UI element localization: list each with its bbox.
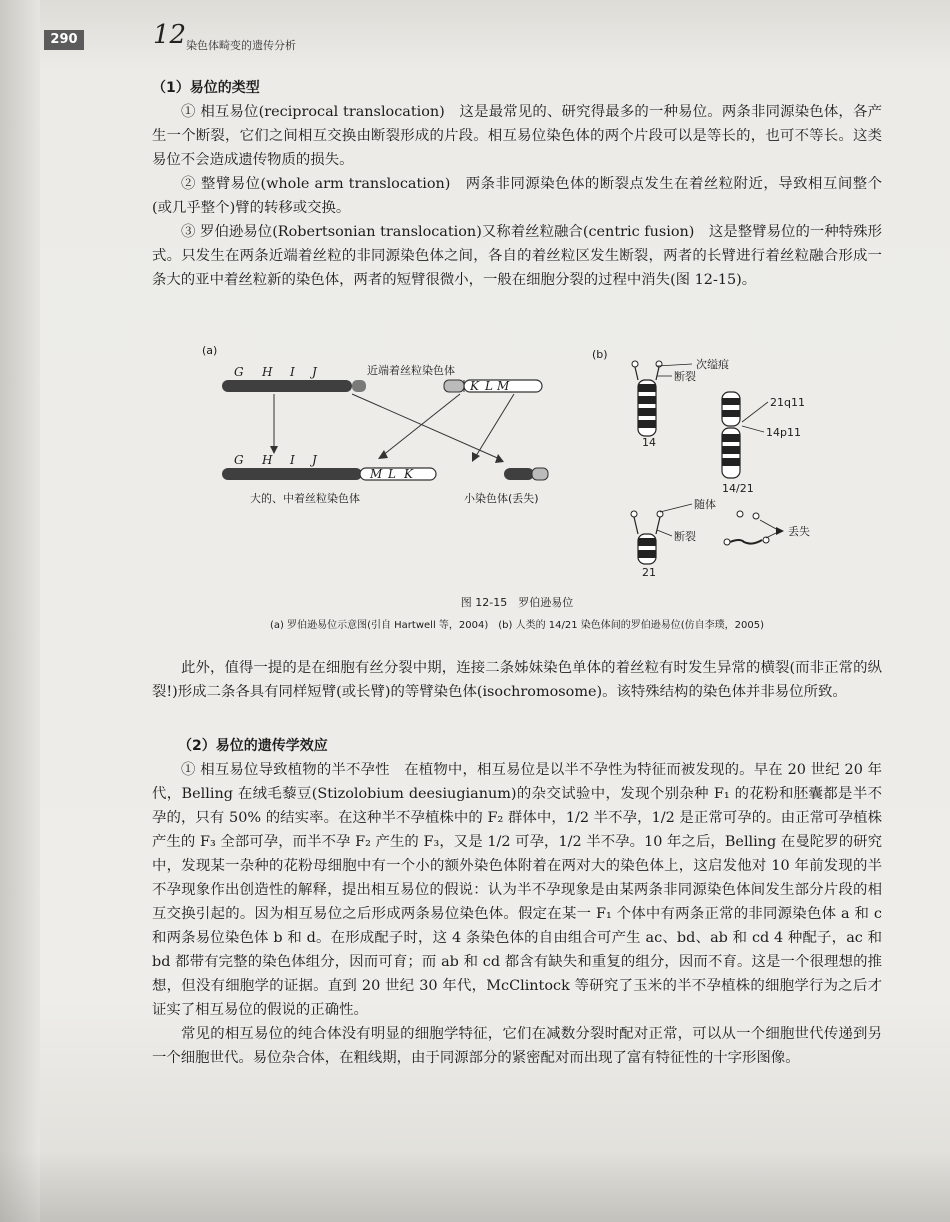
term-robertsonian: ③ 罗伯逊易位(Robertsonian translocation)又称着丝粒融合(centric fusion) — [181, 224, 695, 240]
label-14-21: 14/21 — [722, 482, 754, 495]
paragraph-homozygote: 常见的相互易位的纯合体没有明显的细胞学特征，它们在减数分裂时配对正常，可以从一个细胞世代传递到另一个细胞世代。易位杂合体，在粗线期，由于同源部分的紧密配对而出现了富有特征性的十字形图像。 — [152, 1026, 882, 1066]
pointer-line — [742, 402, 768, 422]
lost-label: 丢失 — [788, 525, 810, 538]
gene-label: I — [290, 453, 295, 467]
pointer-line — [742, 426, 764, 432]
arrow-head-icon — [472, 452, 480, 462]
secondary-constriction-label: 次缢痕 — [696, 358, 729, 371]
term-reciprocal: ① 相互易位(reciprocal translocation) — [181, 104, 445, 120]
gene-label: L — [388, 467, 396, 481]
chromosome-14-label: 14 — [642, 436, 656, 449]
gene-label: M — [497, 379, 510, 393]
satellite-label: 随体 — [694, 498, 716, 511]
arrow-line — [760, 520, 778, 530]
large-chromosome-label: 大的、中着丝粒染色体 — [250, 492, 360, 505]
section-types — [152, 76, 882, 292]
page-number: 290 — [44, 30, 84, 50]
section-heading: （1）易位的类型 — [152, 80, 260, 96]
gene-label: J — [312, 453, 317, 467]
paragraph-isochromosome: 此外，值得一提的是在细胞有丝分裂中期，连接二条姊妹染色单体的着丝粒有时发生异常的横裂(而非正常的纵裂!)形成二条各具有同样短臂(或长臂)的等臂染色体(isochromosome)。该特殊结构的染色体并非易位所致。 — [152, 660, 882, 700]
gene-label: G — [234, 453, 244, 467]
gene-label: M — [370, 467, 383, 481]
panel-a-label: (a) — [202, 344, 218, 357]
pointer-line — [660, 504, 692, 512]
panel-b-label: (b) — [592, 348, 608, 361]
gene-label: J — [312, 365, 317, 379]
break-label-bottom: 断裂 — [674, 530, 696, 543]
gene-label: K — [404, 467, 413, 481]
page-gutter — [0, 0, 40, 1222]
chapter-number: 12 — [153, 20, 187, 50]
section-isochromosome — [152, 656, 882, 704]
gene-label: L — [485, 379, 493, 393]
chromosome-21 — [631, 511, 663, 564]
break-label-top: 断裂 — [674, 370, 696, 383]
page-bottom-shadow — [0, 1150, 950, 1222]
chromosome-small-lost — [504, 468, 548, 480]
term-semisterility: ① 相互易位导致植物的半不孕性 — [181, 762, 390, 778]
arrow-line — [382, 394, 460, 456]
small-chromosome-label: 小染色体(丢失) — [464, 492, 539, 505]
chapter-title: 染色体畸变的遗传分析 — [186, 39, 296, 52]
paragraph-text: 这是整臂易位的一种特殊形式。只发生在两条近端着丝粒的非同源染色体之间，各自的着丝粒区发生断裂，两者的长臂进行着丝粒融合形成一条大的亚中着丝粒新的染色体，两者的短臂很微小，一般在细胞分裂的过程中消失(图 12-15)。 — [152, 224, 882, 288]
arrow-head-icon — [495, 454, 504, 463]
label-14p11: 14p11 — [766, 426, 801, 439]
gene-label: H — [262, 453, 273, 467]
section-heading: （2）易位的遗传学效应 — [178, 738, 328, 754]
chromosome-14 — [632, 361, 662, 436]
lost-fragments — [724, 511, 769, 545]
arrow-line — [476, 394, 514, 456]
paragraph-text: 两条非同源染色体的断裂点发生在着丝粒附近，导致相互间整个(或几乎整个)臂的转移或交换。 — [152, 176, 882, 216]
figure-subcaption: (a) 罗伯逊易位示意图(引自 Hartwell 等，2004) (b) 人类的 14/21 染色体间的罗伯逊易位(仿自李璞，2005) — [269, 620, 765, 631]
paragraph-text: 这是最常见的、研究得最多的一种易位。两条非同源染色体，各产生一个断裂，它们之间相互交换由断裂形成的片段。相互易位染色体的两个片段可以是等长的，也可不等长。这类易位不会造成遗传物质的损失。 — [152, 104, 882, 168]
gene-label: G — [234, 365, 244, 379]
pointer-line — [657, 530, 672, 536]
paragraph-text: 在植物中，相互易位是以半不孕性为特征而被发现的。早在 20 世纪 20 年代，Belling 在绒毛藜豆(Stizolobium deesiugianum)的杂交试验中，发现个别杂种 F₁ 的花粉和胚囊都是半不孕的，只有 50% 的结实率。在这种半不孕植株中的 F₂ 群体中，1/2 半不孕，1/2 是正常可孕的。由正常可孕植株产生的 F₃ 全部可孕，而半不孕 F₂ 产生的 F₃，又是 1/2 可孕，1/2 半不孕。10 年之后，Belling 在曼陀罗的研究中，发现某一杂种的花粉母细胞中有一个小的额外染色体附着在两对大的染色体上，这启发他对 10 年前发现的半不孕现象作出创造性的解释，提出相互易位的假说：认为半不孕现象是由某两条非同源染色体间发生部分片段的相互交换引起的。因为相互易位之后形成两条易位染色体。假定在某一 F₁ 个体中有两条正常的非同源染色体 a 和 c 和两条易位染色体 b 和 d。在形成配子时，这 4 条染色体的自由组合可产生 ac、bd、ab 和 cd 4 种配子，ac 和 bd 都带有完整的染色体组分，因而可育；而 ab 和 cd 都含有缺失和重复的组分，因而不育。这是一个很理想的推想，但没有细胞学的证据。直到 20 世纪 30 年代，McClintock 等研究了玉米的半不孕植株的细胞学行为之后才证实了相互易位的假说的正确性。 — [152, 762, 882, 1018]
paragraph-reciprocal — [152, 100, 882, 172]
acrocentric-label: 近端着丝粒染色体 — [367, 364, 455, 377]
arrow-head-icon — [378, 450, 388, 459]
section-genetic-effects — [152, 734, 882, 1070]
arrow-head-icon — [776, 527, 784, 535]
figure-12-15 — [152, 342, 882, 632]
gene-label: H — [262, 365, 273, 379]
chromosome-21-label: 21 — [642, 566, 656, 579]
gene-label: K — [470, 379, 479, 393]
paragraph-whole-arm — [152, 172, 882, 220]
paragraph-semisterility — [152, 758, 882, 1022]
figure-caption: 图 12-15 罗伯逊易位 — [460, 596, 574, 609]
chromosome-14-21 — [722, 392, 740, 478]
gene-label: I — [290, 365, 295, 379]
term-whole-arm: ② 整臂易位(whole arm translocation) — [181, 176, 451, 192]
label-21q11: 21q11 — [770, 396, 805, 409]
chromosome-klm — [444, 380, 542, 392]
chromosome-ghij — [222, 380, 366, 392]
paragraph-robertsonian — [152, 220, 882, 292]
